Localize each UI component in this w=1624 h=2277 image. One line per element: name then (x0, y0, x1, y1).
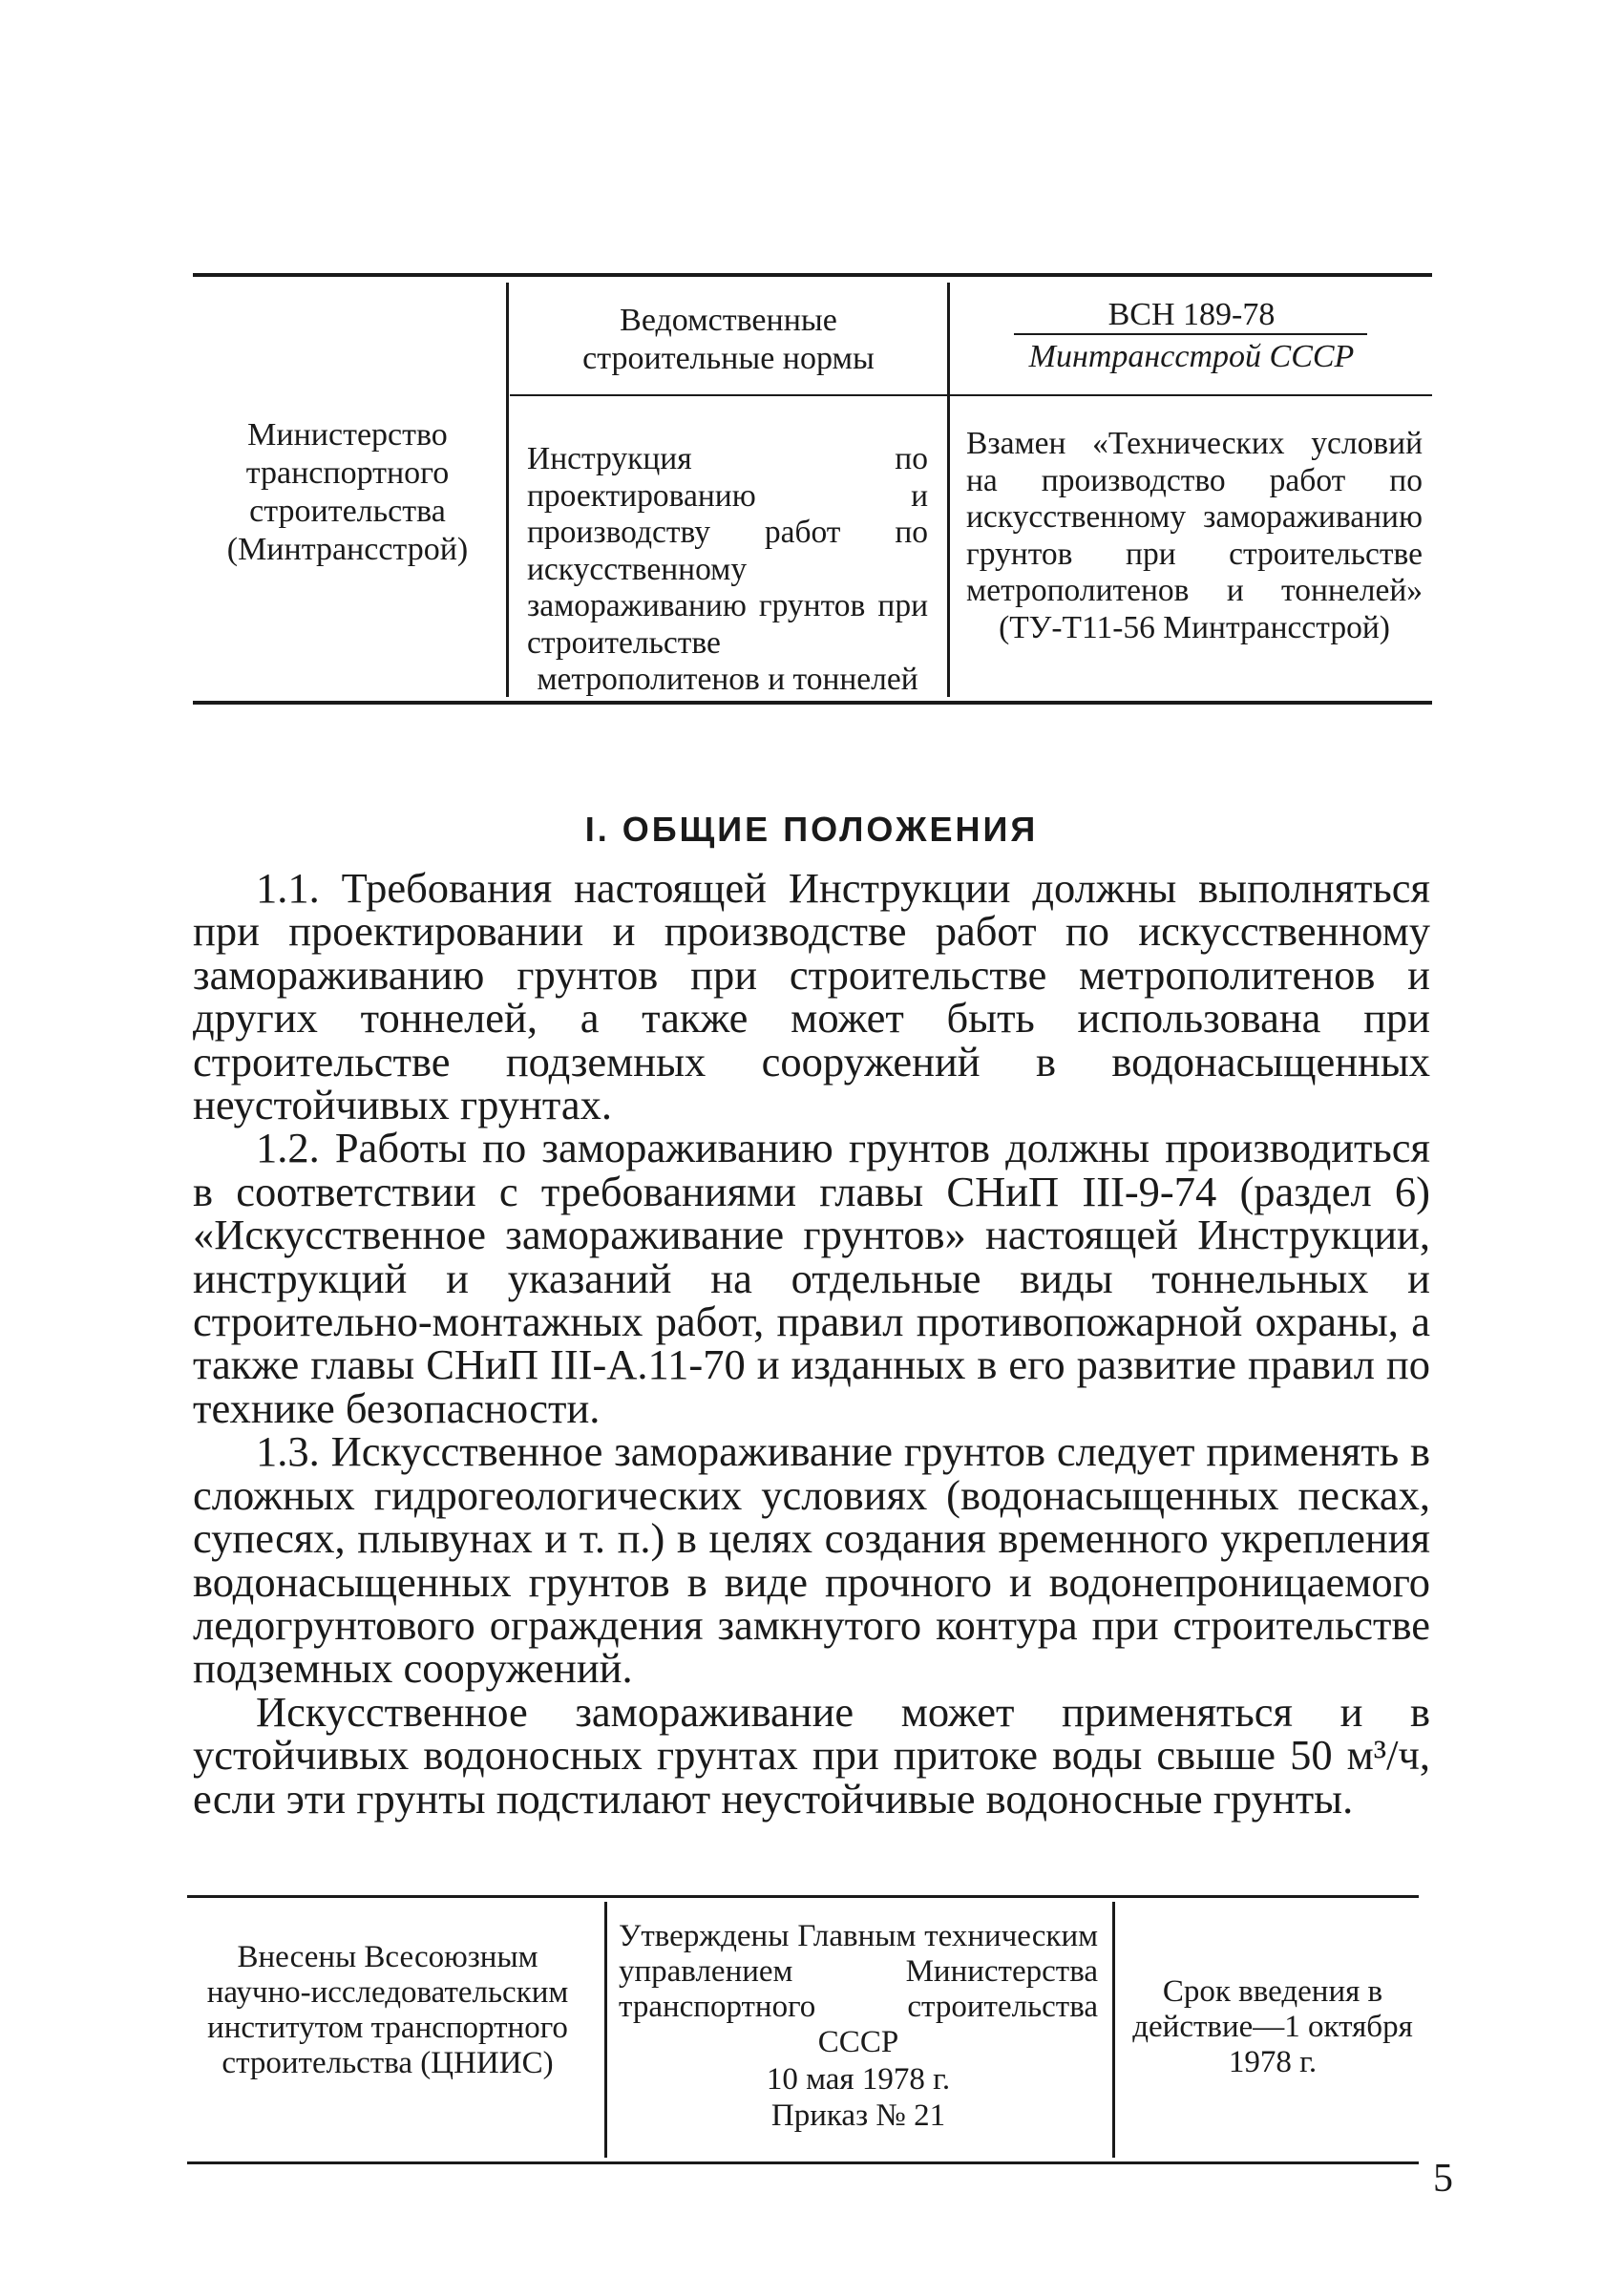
norms-type (514, 302, 943, 378)
ministry-line: (Минтрансстрой) (226, 532, 469, 568)
header-divider-2 (947, 283, 950, 697)
approval-order: Приказ № 21 (770, 2098, 946, 2133)
code-issuer: Минтрансстрой СССР (1028, 339, 1355, 374)
footer-divider-1 (604, 1902, 607, 2158)
ministry-line: Министерство (247, 417, 448, 453)
norms-type-line: Ведомственные (620, 303, 837, 338)
submitted-by: Внесены Всесоюзным научно-исследовательским институтом транспортного строительства (ЦНИИС) (206, 1940, 569, 2080)
header-mid-rule (510, 394, 1432, 396)
norms-type-line: строительные нормы (582, 341, 875, 377)
footer-top-rule (187, 1895, 1419, 1898)
ministry-block (193, 416, 502, 569)
header-divider-1 (506, 283, 509, 697)
effective-date: Срок введения в действие—1 октября 1978 г. (1132, 1974, 1413, 2079)
approved-by: Утверждены Главным техническим управлением Министерства транспортного строительства СССР (619, 1919, 1098, 2059)
paragraph-1-1: 1.1. Требования настоящей Инструкции должны выполняться при проектировании и производстве работ по искусственному замораживанию грунтов при строительстве метрополитенов и других тоннелей, а также может быть использована при строительстве подземных сооружений в водонасыщенных неустойчивых грунтах. (193, 864, 1430, 1129)
paragraph-1-3: 1.3. Искусственное замораживание грунтов следует применять в сложных гидрогеологических условиях (водонасыщенных песках, супесях, плывунах и т. п.) в целях создания временного укрепления водонасыщенных грунтов в виде прочного и водонепроницаемого ледогрунтового ограждения замкнутого контура при строительстве подземных сооружений. (193, 1427, 1430, 1693)
footer-divider-2 (1112, 1902, 1115, 2158)
header-top-rule (193, 273, 1432, 277)
page-number: 5 (1433, 2157, 1453, 2201)
body-text (193, 864, 1430, 1823)
paragraph-1-3-continued: Искусственное замораживание может применяться и в устойчивых водоносных грунтах при притоке воды свыше 50 м³/ч, если эти грунты подстилают неустойчивые водоносные грунты. (193, 1687, 1430, 1823)
header-bottom-rule (193, 701, 1432, 705)
paragraph-1-2: 1.2. Работы по замораживанию грунтов должны производиться в соответствии с требованиями главы СНиП III-9-74 (раздел 6) «Искусственное замораживание грунтов» настоящей Инструкции, инструкций и указаний на отдельные виды тоннельных и строительно-монтажных работ, правил противопожарной охраны, а также главы СНиП III-А.11-70 и изданных в его развитие правил по технике безопасности. (193, 1124, 1430, 1432)
section-title: I. ОБЩИЕ ПОЛОЖЕНИЯ (584, 810, 1039, 849)
approved-block (619, 1919, 1098, 2134)
footer-bottom-rule (187, 2161, 1419, 2164)
instruction-title: Инструкция по проектированию и производству работ по искусственному замораживанию грунтов при строительстве метрополитенов и тоннелей (527, 441, 928, 697)
replaces-note: Взамен «Технических условий на производство работ по искусственному замораживанию грунтов при строительстве метрополитенов и тоннелей» (ТУ-Т11-56 Минтрансстрой) (966, 426, 1423, 645)
ministry-line: транспортного (245, 455, 450, 492)
document-code: ВСН 189-78 (1107, 297, 1276, 332)
ministry-line: строительства (249, 494, 446, 530)
approved-date: 10 мая 1978 г. (766, 2062, 951, 2097)
